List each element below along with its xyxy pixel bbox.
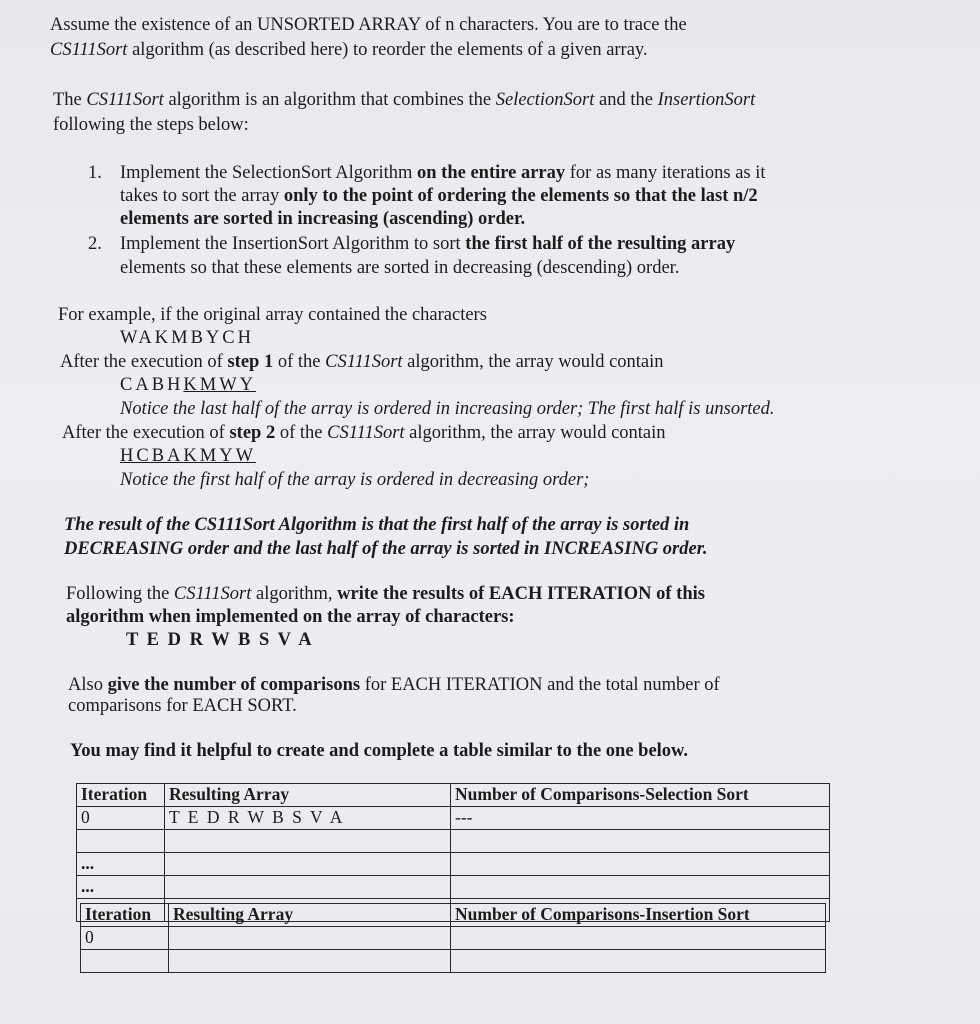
also-text-c: for EACH ITERATION and the total number of [360, 675, 720, 695]
step2-array-sorted: HCBA [120, 446, 184, 466]
task-line-1 [66, 583, 705, 605]
step-2-line-1 [120, 233, 735, 255]
table-cell[interactable] [165, 853, 451, 876]
table-cell[interactable] [451, 927, 826, 950]
step-1-line-2 [120, 185, 758, 207]
after2-algorithm: CS111Sort [327, 423, 405, 443]
example-original-array: WAKMBYCH [120, 328, 254, 348]
after2-step: step 2 [229, 423, 276, 443]
table-cell[interactable]: ... [77, 853, 165, 876]
table-cell[interactable] [451, 853, 830, 876]
desc-text-e: and the [594, 90, 658, 110]
algorithm-name: CS111Sort [50, 40, 128, 60]
header-comparisons-selection: Number of Comparisons-Selection Sort [451, 784, 830, 807]
step-1-text-e: only to the point of ordering the elements so that the last n/2 [283, 186, 758, 206]
step-2-number: 2. [88, 234, 102, 254]
step-1-text-c: for as many iterations as it [565, 163, 766, 183]
example-step-2-array [120, 445, 256, 467]
desc-algorithm: CS111Sort [86, 90, 164, 110]
step-2-line-2: elements so that these elements are sorted in decreasing (descending) order. [120, 258, 680, 278]
table-hint: You may find it helpful to create and complete a table similar to the one below. [70, 741, 689, 761]
also-line-1 [68, 674, 720, 696]
also-line-2: comparisons for EACH SORT. [68, 696, 297, 716]
example-intro: For example, if the original array contained the characters [58, 305, 487, 325]
desc-selection-sort: SelectionSort [495, 90, 595, 110]
step-1-text-d: takes to sort the array [120, 186, 284, 206]
table-cell[interactable] [451, 830, 830, 853]
header-comparisons-insertion: Number of Comparisons-Insertion Sort [451, 904, 826, 927]
table-header-row [77, 784, 830, 807]
task-array: T E D R W B S V A [126, 630, 314, 650]
header-resulting-array: Resulting Array [165, 784, 451, 807]
table-cell[interactable] [451, 876, 830, 899]
selection-sort-table [76, 783, 830, 922]
desc-text-a: The [53, 90, 87, 110]
step-1-text-b: on the entire array [417, 163, 566, 183]
example-after-step-2 [62, 422, 666, 444]
after1-text-e: algorithm, the array would contain [402, 352, 664, 372]
description-line-2: following the steps below: [53, 115, 249, 135]
table-row [77, 853, 830, 876]
step1-array-sorted: KMWY [183, 375, 257, 395]
header-iteration: Iteration [81, 904, 169, 927]
desc-insertion-sort: InsertionSort [657, 90, 756, 110]
step1-array-unsorted: CABH [120, 375, 184, 395]
after1-text-a: After the execution of [60, 352, 228, 372]
insertion-sort-table [80, 903, 826, 973]
table-cell[interactable]: ... [77, 876, 165, 899]
step-2-text-a: Implement the InsertionSort Algorithm to sort [120, 234, 466, 254]
header-iteration: Iteration [77, 784, 165, 807]
table-cell[interactable]: T E D R W B S V A [165, 807, 451, 830]
step-1-line-3: elements are sorted in increasing (ascending) order. [120, 209, 526, 229]
table-cell[interactable] [169, 927, 451, 950]
step-1-number: 1. [88, 163, 102, 183]
task-line-2: algorithm when implemented on the array of characters: [66, 607, 515, 627]
table-cell[interactable]: 0 [77, 807, 165, 830]
intro-line-1: Assume the existence of an UNSORTED ARRAY of n characters. You are to trace the [50, 15, 687, 35]
table-row [77, 807, 830, 830]
intro-line-2 [50, 39, 648, 61]
also-text-b: give the number of comparisons [107, 675, 361, 695]
desc-text-c: algorithm is an algorithm that combines the [163, 90, 496, 110]
after2-text-c: of the [275, 423, 328, 443]
table-cell[interactable] [451, 950, 826, 973]
task-text-d: write the results of EACH ITERATION of this [337, 584, 705, 604]
table-cell[interactable] [77, 830, 165, 853]
example-note-2: Notice the first half of the array is ordered in decreasing order; [120, 470, 590, 490]
table-cell[interactable] [169, 950, 451, 973]
example-after-step-1 [60, 351, 664, 373]
step2-array-tail: W [235, 446, 257, 466]
table-row [81, 950, 826, 973]
table-row [81, 927, 826, 950]
after1-algorithm: CS111Sort [325, 352, 403, 372]
result-statement-line-2: DECREASING order and the last half of the array is sorted in INCREASING order. [64, 539, 708, 559]
table-row [77, 830, 830, 853]
task-text-a: Following the [66, 584, 174, 604]
table-cell[interactable] [81, 950, 169, 973]
description-line-1 [53, 89, 755, 111]
example-step-1-array [120, 374, 256, 396]
header-resulting-array: Resulting Array [169, 904, 451, 927]
task-text-c: algorithm, [251, 584, 338, 604]
table-cell[interactable]: 0 [81, 927, 169, 950]
also-text-a: Also [68, 675, 108, 695]
table-cell[interactable]: --- [451, 807, 830, 830]
after2-text-e: algorithm, the array would contain [404, 423, 666, 443]
step-2-text-b: the first half of the resulting array [465, 234, 736, 254]
table-cell[interactable] [165, 876, 451, 899]
step2-array-rest: KMY [183, 446, 236, 466]
step-1-text-a: Implement the SelectionSort Algorithm [120, 163, 417, 183]
result-statement-line-1: The result of the CS111Sort Algorithm is that the first half of the array is sorted in [64, 515, 690, 535]
after2-text-a: After the execution of [62, 423, 230, 443]
intro-line-2-text: algorithm (as described here) to reorder the elements of a given array. [127, 40, 648, 60]
table-cell[interactable] [165, 830, 451, 853]
table-header-row [81, 904, 826, 927]
after1-text-c: of the [273, 352, 326, 372]
example-note-1: Notice the last half of the array is ordered in increasing order; The first half is unsorted. [120, 399, 775, 419]
after1-step: step 1 [227, 352, 274, 372]
task-algorithm: CS111Sort [173, 584, 252, 604]
table-row [77, 876, 830, 899]
step-1-line-1 [120, 162, 766, 184]
